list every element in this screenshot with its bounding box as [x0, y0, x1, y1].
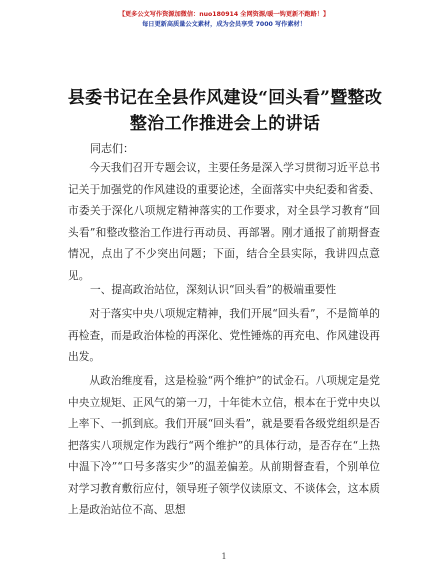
- document-title: 县委书记在全县作风建设“回头看”暨整改整治工作推进会上的讲话: [67, 88, 383, 134]
- promo-banner-line-2: 每日更新高质量公文素材，成为会员享受 7000 写作素材！: [142, 21, 306, 28]
- section-heading-1: 一、提高政治站位，深刻认识“回头看”的极端重要性: [90, 283, 337, 296]
- promo-banner-line-1: 【更多公文写作资源加微信：nuo180914 全网资源/暖一钩更新不跑路！】: [118, 11, 330, 18]
- page-number: 1: [221, 552, 227, 561]
- section-1-paragraph-2: 从政治维度看，这是检验“两个维护”的试金石。八项规定是党中央立规矩、正风气的第一刀，十年徙木立信，根本在于党中央以上率下、一抓到底。我们开展“回头看”，就是要看各级党组织是否把落实八项规定作为践行“两个维护”的具体行动，是否存在“上热中温下冷”“口号多落实少”的温差偏差。从前期督查看，个别单位对学习教育敷衍应付，领导班子领学仪读原文、不谈体会，这本质上是政治站位不高、思想: [68, 374, 380, 516]
- greeting: 同志们：: [90, 142, 134, 155]
- section-1-paragraph-1: 对于落实中央八项规定精神，我们开展“回头看”，不是简单的再检查，而是政治体检的再深化、党性锤炼的再充电、作风建设再出发。: [68, 307, 380, 363]
- intro-paragraph: 今天我们召开专题会议，主要任务是深入学习贯彻习近平总书记关于加强党的作风建设的重要论述，全面落实中央纪委和省委、市委关于深化八项规定精神落实的工作要求，对全县学习教育“回头看”和整改整治工作进行再动员、再部署。刚才通报了前期督查情况，点出了不少突出问题；下面，结合全县实际，我讲四点意见。: [68, 161, 380, 282]
